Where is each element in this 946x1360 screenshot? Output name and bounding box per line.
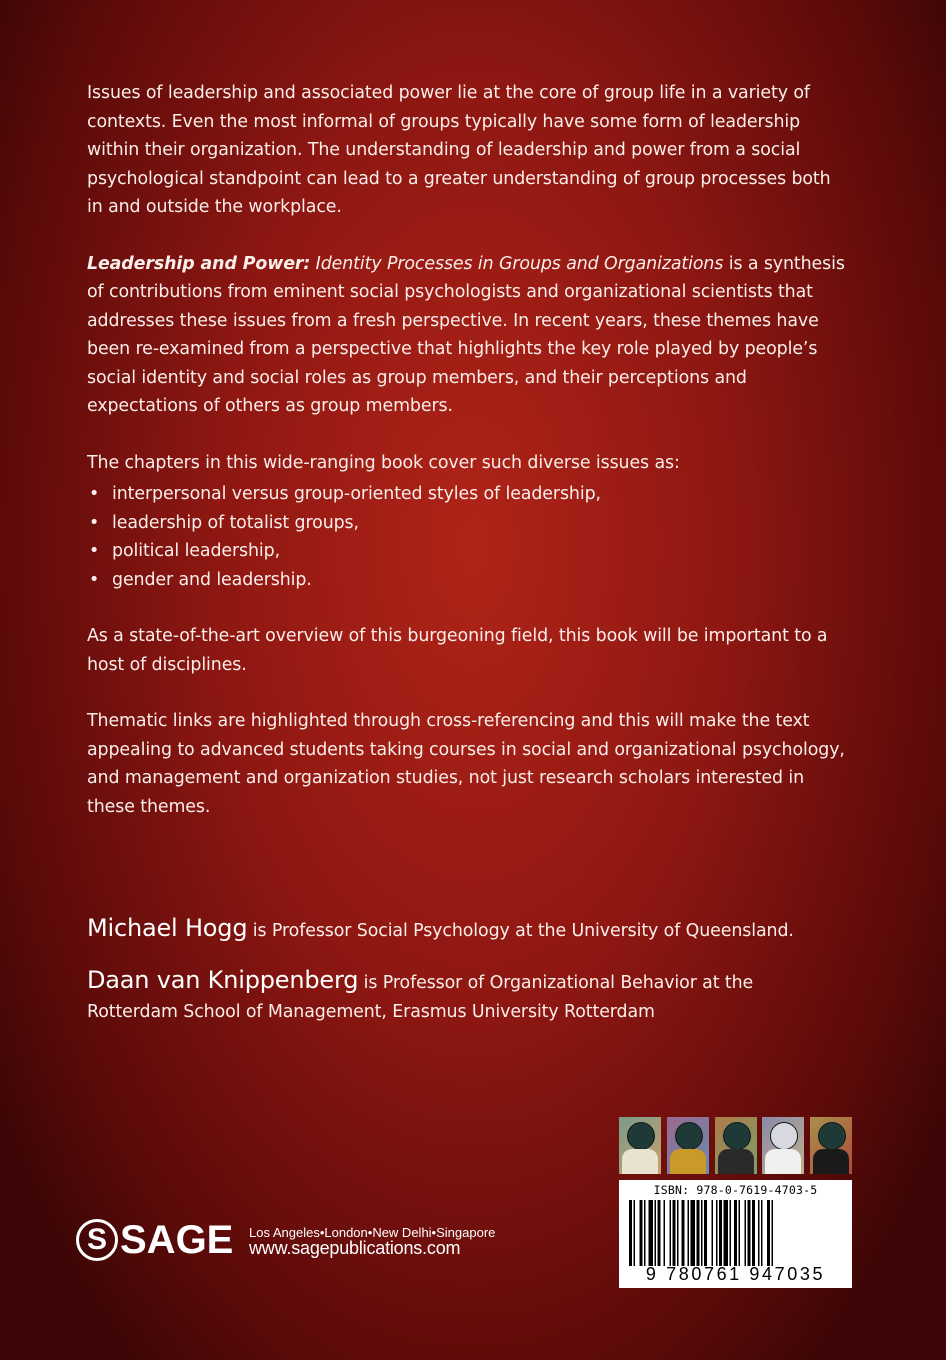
thumbnail-figure-icon [715, 1117, 757, 1174]
description-paragraph-4: As a state-of-the-art overview of this burgeoning field, this book will be important to a host of disciplines. [87, 626, 828, 675]
thumbnail-figure-icon [667, 1117, 709, 1174]
sage-logo [76, 1215, 233, 1265]
list-item: • leadership of totalist groups, [87, 509, 847, 538]
description-block [87, 79, 847, 821]
thumbnail-figure-icon [810, 1117, 852, 1174]
series-thumbnails [619, 1117, 852, 1174]
barcode-digits: 9 780761 947035 [645, 1264, 826, 1284]
sage-logo-text: SAGE [120, 1217, 234, 1262]
author-bio-1 [87, 914, 847, 945]
author-name: Daan van Knippenberg [87, 966, 359, 994]
thumbnail-arrow-figure-icon [762, 1117, 804, 1174]
description-paragraph-1: Issues of leadership and associated power lie at the core of group life in a variety of contexts. Even the most informal of groups typically have some form of leadership within their organization. The understanding of leadership and power from a social psychological standpoint can lead to a greater understanding of group processes both in and outside the workplace. [87, 83, 831, 217]
description-paragraph-2 [87, 250, 847, 421]
list-item: • interpersonal versus group-oriented styles of leadership, [87, 480, 847, 509]
publisher-cities: Los Angeles•London•New Delhi•Singapore [249, 1225, 496, 1240]
description-paragraph-2-text: is a synthesis of contributions from eminent social psychologists and organizational scientists that addresses these issues from a fresh perspective. In recent years, these themes have been re-examined from a perspective that highlights the key role played by people’s social identity and social roles as group members, and their perceptions and expectations of others as group members. [87, 253, 845, 416]
sage-logo-icon: S [76, 1219, 118, 1261]
book-title-bold: Leadership and Power: [87, 253, 311, 274]
author-bio-2 [87, 966, 847, 1027]
barcode [619, 1180, 852, 1288]
book-subtitle-italic: Identity Processes in Groups and Organizations [315, 253, 724, 274]
list-item: • gender and leadership. [87, 566, 847, 595]
description-paragraph-5: Thematic links are highlighted through cross-referencing and this will make the text appealing to advanced students taking courses in social and organizational psychology, and management and organization studies, not just research scholars interested in these themes. [87, 711, 845, 817]
author-credential: is Professor Social Psychology at the University of Queensland. [247, 921, 794, 941]
publisher-url: www.sagepublications.com [249, 1238, 461, 1258]
topics-list [87, 480, 847, 594]
isbn-text: ISBN: 978-0-7619-4703-5 [653, 1183, 818, 1197]
author-name: Michael Hogg [87, 914, 248, 942]
barcode-bars-icon [629, 1200, 842, 1266]
author-credential: is Professor of Organizational Behavior at the Rotterdam School of Management, Erasmus University Rotterdam [87, 973, 754, 1022]
description-paragraph-3: The chapters in this wide-ranging book cover such diverse issues as: [87, 452, 680, 473]
list-item: • political leadership, [87, 537, 847, 566]
thumbnail-figure-icon [619, 1117, 661, 1174]
